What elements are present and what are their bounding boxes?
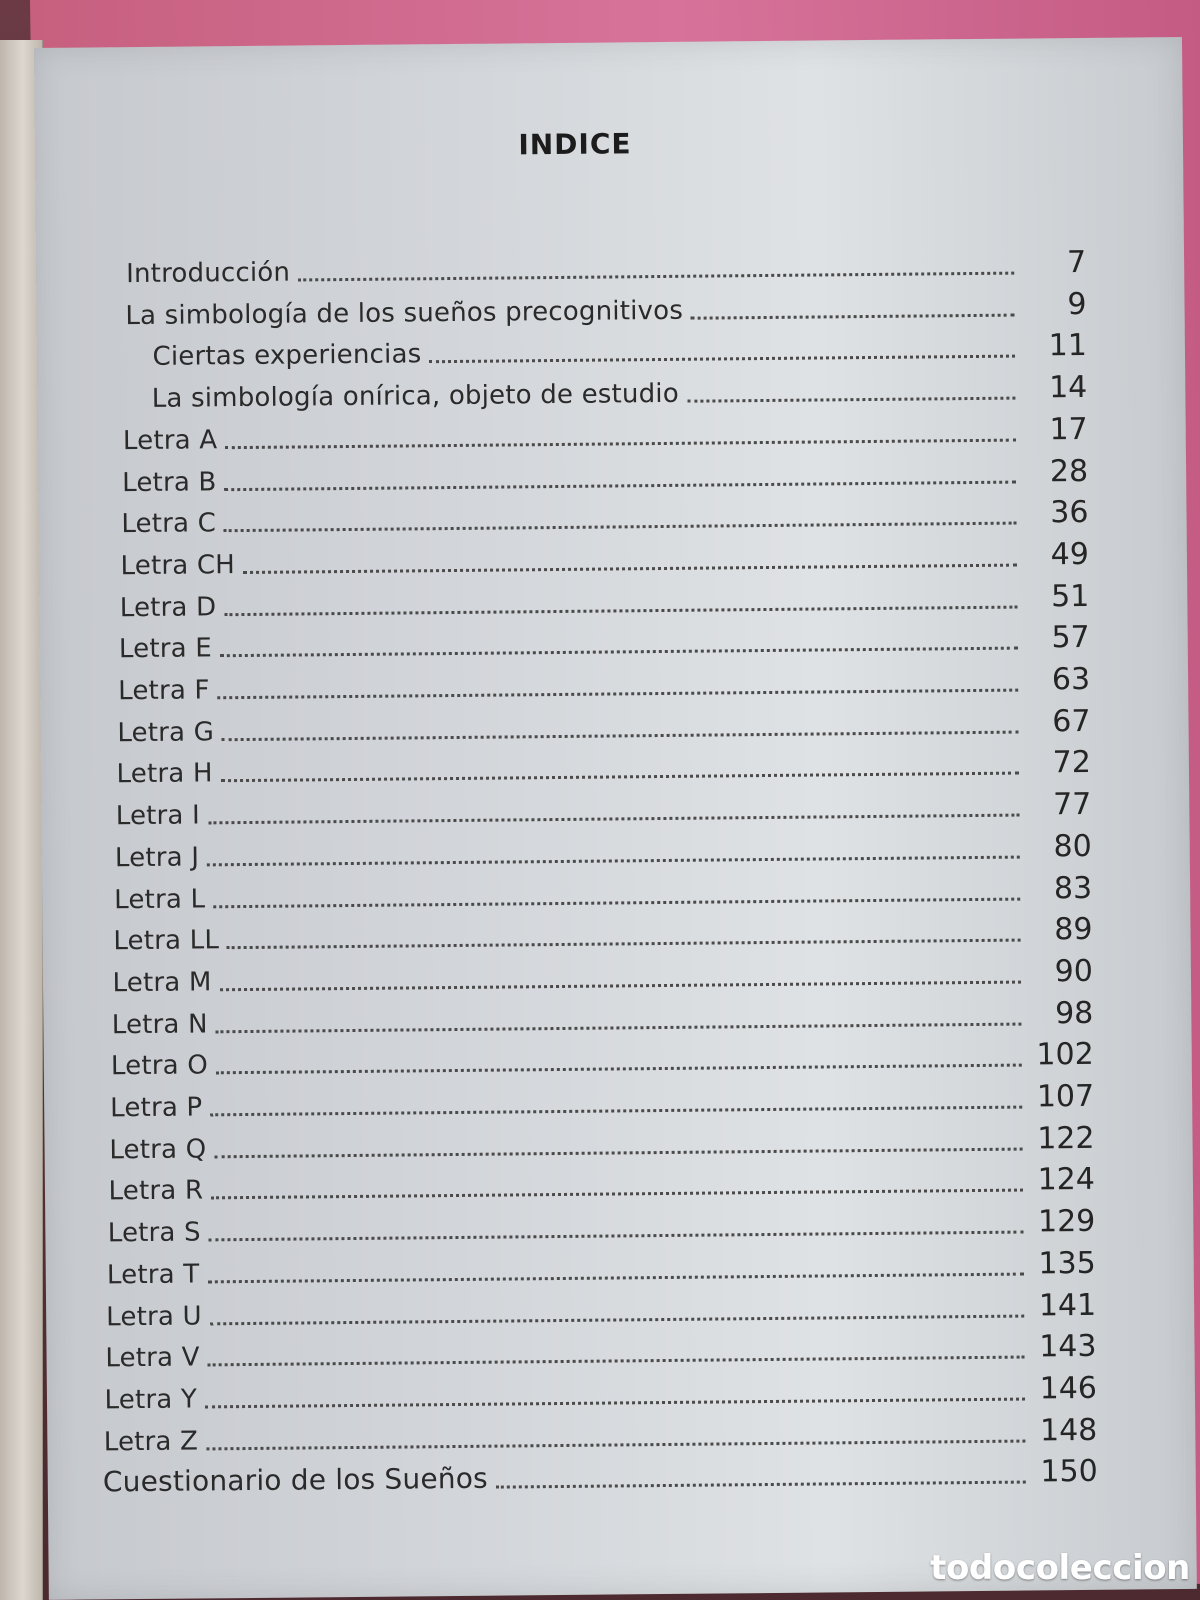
toc-entry [151, 369, 1088, 414]
toc-entry-page: 98 [1054, 995, 1094, 1031]
toc-leader-dots [429, 355, 1015, 364]
toc-entry [118, 661, 1091, 707]
toc-leader-dots [216, 1022, 1022, 1033]
toc-entry-title: Letra D [119, 591, 217, 623]
toc-entry-page: 7 [1066, 244, 1087, 281]
toc-entry [108, 1162, 1096, 1207]
watermark-logo: todocoleccion [930, 1548, 1190, 1588]
toc-entry [122, 453, 1089, 498]
toc-entry-title: Letra U [106, 1300, 202, 1332]
toc-leader-dots [220, 647, 1018, 658]
toc-entry-page: 51 [1050, 578, 1090, 614]
toc-entry-title: Letra G [117, 716, 215, 748]
toc-entry-title: Letra F [118, 675, 210, 707]
toc-leader-dots [221, 772, 1019, 783]
toc-entry-page: 28 [1049, 453, 1089, 489]
toc-entry [115, 786, 1092, 832]
toc-entry-title: Introducción [126, 257, 291, 290]
toc-entry-page: 148 [1039, 1412, 1098, 1448]
toc-entry [111, 995, 1094, 1040]
toc-entry-page: 150 [1040, 1454, 1098, 1490]
toc-entry [112, 953, 1094, 999]
toc-entry-page: 143 [1039, 1329, 1097, 1365]
toc-leader-dots [214, 1147, 1022, 1158]
toc-entry-title: Letra CH [120, 549, 236, 582]
toc-entry-title: Letra J [114, 842, 200, 874]
toc-entry-page: 146 [1039, 1370, 1098, 1407]
toc-leader-dots [216, 1064, 1022, 1075]
toc-entry-title: Letra Q [109, 1134, 207, 1166]
toc-leader-dots [687, 397, 1015, 403]
toc-entry-title: La simbología de los sueños precognitivos [125, 295, 684, 331]
toc-entry-page: 80 [1053, 828, 1092, 865]
toc-leader-dots [210, 1314, 1024, 1325]
toc-entry-page: 49 [1050, 536, 1090, 573]
toc-entry [106, 1287, 1097, 1332]
toc-entry [125, 286, 1087, 331]
toc-entry-page: 107 [1036, 1078, 1095, 1115]
toc-entry-title: Letra C [121, 508, 217, 540]
toc-entry-title: Cuestionario de los Sueños [102, 1462, 489, 1499]
toc-leader-dots [210, 1106, 1022, 1117]
toc-entry-page: 124 [1037, 1162, 1096, 1198]
table-of-contents [34, 37, 1197, 1600]
toc-entry-title: La simbología onírica, objeto de estudio [151, 378, 680, 414]
toc-entry [104, 1370, 1098, 1416]
toc-entry-title: Letra O [110, 1050, 209, 1082]
toc-leader-dots [224, 605, 1017, 616]
toc-entry-page: 36 [1050, 495, 1089, 531]
toc-entry-title: Letra Y [104, 1384, 198, 1416]
toc-entry-page: 90 [1054, 953, 1094, 990]
toc-entry-title: Letra N [111, 1008, 208, 1040]
toc-entry [110, 1078, 1095, 1124]
toc-entry-page: 11 [1048, 328, 1088, 364]
toc-leader-dots [208, 1356, 1025, 1367]
toc-entry-page: 129 [1037, 1203, 1096, 1240]
toc-entry-page: 77 [1052, 786, 1092, 823]
toc-entry-page: 63 [1051, 661, 1091, 698]
toc-entry-page: 14 [1048, 369, 1088, 406]
page-title: INDICE [518, 127, 632, 162]
toc-leader-dots [207, 1272, 1023, 1283]
toc-entry-title: Letra T [106, 1259, 200, 1291]
toc-entry-title: Letra L [114, 883, 206, 915]
toc-entry-page: 122 [1037, 1120, 1095, 1157]
toc-entry-title: Letra A [122, 425, 218, 456]
toc-entry [119, 578, 1090, 623]
toc-entry-title: Letra R [108, 1175, 204, 1207]
toc-entry-page: 17 [1049, 411, 1088, 448]
toc-entry-page: 102 [1036, 1037, 1094, 1073]
toc-leader-dots [496, 1481, 1026, 1489]
toc-entry-title: Letra S [107, 1217, 201, 1249]
toc-entry [114, 870, 1093, 915]
toc-entry-title: Ciertas experiencias [152, 339, 422, 373]
toc-entry [105, 1329, 1097, 1374]
toc-entry-page: 67 [1052, 703, 1091, 739]
toc-leader-dots [211, 1189, 1023, 1200]
toc-leader-dots [224, 522, 1017, 533]
toc-leader-dots [222, 730, 1019, 741]
toc-leader-dots [691, 313, 1015, 319]
toc-entry [107, 1203, 1096, 1249]
toc-leader-dots [243, 563, 1017, 573]
toc-leader-dots [220, 980, 1021, 991]
toc-leader-dots [225, 438, 1015, 449]
toc-leader-dots [227, 939, 1020, 950]
toc-entry-title: Letra B [122, 466, 217, 498]
toc-entry [122, 411, 1088, 456]
toc-page [34, 37, 1197, 1600]
toc-entry-page: 135 [1038, 1245, 1096, 1282]
toc-entry [110, 1037, 1094, 1082]
toc-entry-page: 141 [1038, 1287, 1097, 1323]
toc-entry [102, 1454, 1098, 1499]
toc-entry-title: Letra H [116, 758, 213, 790]
toc-entry [126, 244, 1087, 290]
toc-entry-title: Letra LL [113, 925, 220, 957]
toc-entry [106, 1245, 1096, 1291]
toc-entry-title: Letra Z [103, 1426, 199, 1457]
toc-entry-page: 9 [1067, 286, 1087, 322]
toc-leader-dots [207, 855, 1020, 866]
toc-entry-title: Letra I [115, 800, 201, 832]
toc-entry [114, 828, 1092, 874]
toc-entry [152, 328, 1088, 373]
toc-entry [120, 536, 1090, 582]
toc-leader-dots [209, 1231, 1024, 1242]
toc-entry [103, 1412, 1098, 1457]
toc-leader-dots [218, 689, 1019, 700]
toc-entry [117, 703, 1091, 748]
toc-entry [113, 912, 1093, 957]
toc-entry-title: Letra V [105, 1342, 200, 1374]
toc-leader-dots [206, 1439, 1025, 1450]
toc-leader-dots [213, 897, 1020, 908]
toc-entry-title: Letra M [112, 967, 212, 999]
toc-entry [116, 745, 1092, 790]
toc-leader-dots [298, 272, 1014, 282]
toc-entry-page: 89 [1054, 912, 1093, 948]
toc-leader-dots [208, 814, 1019, 825]
toc-leader-dots [225, 480, 1017, 491]
toc-entry-title: Letra E [118, 633, 213, 665]
toc-entry-page: 57 [1051, 620, 1090, 656]
toc-entry-page: 72 [1052, 745, 1092, 781]
toc-leader-dots [205, 1397, 1025, 1408]
toc-entry [121, 495, 1089, 540]
toc-entry [109, 1120, 1095, 1166]
toc-entry [118, 620, 1090, 665]
toc-entry-title: Letra P [110, 1092, 203, 1124]
toc-entry-page: 83 [1053, 870, 1093, 906]
